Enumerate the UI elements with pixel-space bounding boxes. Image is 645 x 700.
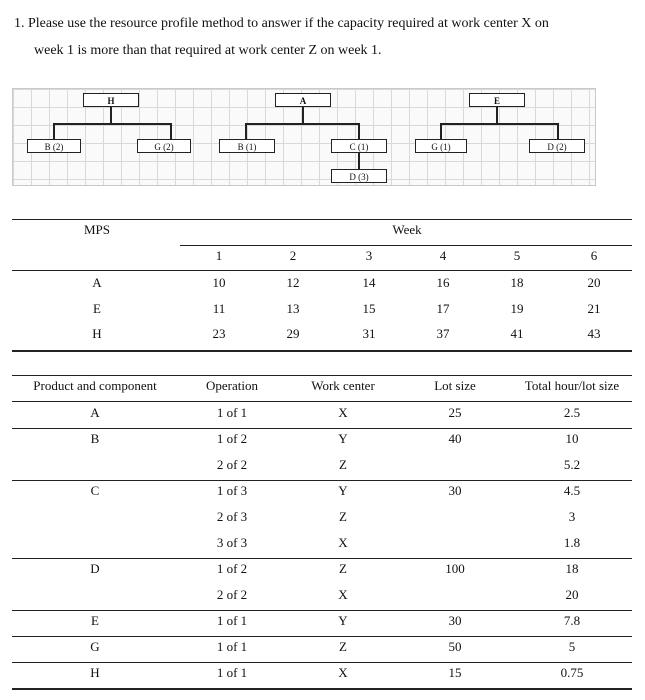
lot-size-cell: 30 [448,483,462,498]
table-rule [12,270,632,271]
mps-value: 37 [436,326,450,341]
product-cell: H [90,665,100,680]
lot-size-cell: 30 [448,613,462,628]
table-rule [12,688,632,690]
bom-node-e: E [469,93,525,107]
operation-cell: 1 of 1 [216,405,248,420]
mps-value: 20 [587,275,601,290]
product-cell: A [90,405,100,420]
bom-node-d-under-e: D (2) [529,139,585,153]
work-center-cell: Z [339,561,347,576]
product-cell: E [91,613,99,628]
week-header: 5 [513,248,521,263]
hours-cell: 10 [565,431,579,446]
work-center-cell: Z [339,509,347,524]
bom-connector [358,153,360,169]
bom-node-h: H [83,93,139,107]
mps-item: A [92,275,102,290]
product-cell: B [90,431,100,446]
work-center-cell: Y [338,613,348,628]
hours-cell: 5 [568,639,576,654]
table-rule [12,401,632,402]
bom-node-a: A [275,93,331,107]
hours-cell: 18 [565,561,579,576]
bom-connector [496,107,498,123]
operation-cell: 1 of 2 [216,561,248,576]
work-center-cell: Y [338,483,348,498]
product-cell: C [90,483,100,498]
mps-value: 16 [436,275,450,290]
mps-title: MPS [83,222,111,237]
table-rule [12,662,632,663]
column-header: Operation [206,378,258,393]
table-rule [12,350,632,352]
bom-connector [358,123,360,139]
bom-connector [440,123,442,139]
lot-size-cell: 40 [448,431,462,446]
hours-cell: 3 [568,509,576,524]
bom-connector [53,123,171,125]
table-rule [12,636,632,637]
table-rule [12,219,632,220]
hours-cell: 20 [565,587,579,602]
lot-size-cell: 25 [448,405,462,420]
table-rule [12,428,632,429]
work-center-cell: Z [339,457,347,472]
mps-value: 10 [212,275,226,290]
table-rule [12,558,632,559]
product-cell: D [90,561,100,576]
operation-cell: 1 of 1 [216,613,248,628]
operation-cell: 1 of 2 [216,431,248,446]
mps-value: 23 [212,326,226,341]
mps-value: 43 [587,326,601,341]
bom-connector [53,123,55,139]
week-header: 1 [215,248,223,263]
bom-connector [245,123,359,125]
mps-value: 21 [587,301,601,316]
question-line-1: 1. Please use the resource profile method to answer if the capacity required at work center X on [14,16,549,31]
table-rule [12,375,632,376]
bom-diagram [12,88,596,186]
column-header: Work center [311,378,375,393]
mps-value: 12 [286,275,300,290]
hours-cell: 5.2 [563,457,581,472]
bom-connector [170,123,172,139]
mps-value: 19 [510,301,524,316]
bom-connector [557,123,559,139]
column-header: Lot size [434,378,476,393]
work-center-cell: X [338,535,348,550]
bom-connector [302,107,304,123]
week-header: 3 [365,248,373,263]
column-header: Product and component [33,378,157,393]
lot-size-cell: 15 [448,665,462,680]
mps-value: 29 [286,326,300,341]
mps-item: H [92,326,102,341]
week-header: 2 [289,248,297,263]
mps-value: 18 [510,275,524,290]
table-rule [12,480,632,481]
column-header: Total hour/lot size [524,378,620,393]
mps-value: 15 [362,301,376,316]
operation-cell: 2 of 2 [216,457,248,472]
hours-cell: 7.8 [563,613,581,628]
work-center-cell: X [338,665,348,680]
operation-cell: 1 of 1 [216,639,248,654]
bom-node-b-under-h: B (2) [27,139,81,153]
table-rule [180,245,632,246]
work-center-cell: X [338,405,348,420]
hours-cell: 1.8 [563,535,581,550]
operation-cell: 1 of 3 [216,483,248,498]
bom-node-b-under-a: B (1) [219,139,275,153]
work-center-cell: Y [338,431,348,446]
bom-connector [440,123,558,125]
mps-item: E [93,301,101,316]
bom-connector [245,123,247,139]
mps-value: 11 [212,301,226,316]
mps-value: 41 [510,326,524,341]
operation-cell: 1 of 1 [216,665,248,680]
work-center-cell: X [338,587,348,602]
mps-week-label: Week [392,222,422,237]
bom-node-d-under-c: D (3) [331,169,387,183]
mps-value: 17 [436,301,450,316]
bom-node-g-under-e: G (1) [415,139,467,153]
lot-size-cell: 100 [445,561,465,576]
week-header: 6 [590,248,598,263]
mps-value: 14 [362,275,376,290]
table-rule [12,610,632,611]
question-text [14,10,634,64]
operation-cell: 2 of 3 [216,509,248,524]
question-line-2: week 1 is more than that required at work center Z on week 1. [34,43,382,58]
operation-cell: 2 of 2 [216,587,248,602]
bom-node-c-under-a: C (1) [331,139,387,153]
mps-value: 31 [362,326,376,341]
bom-connector [110,107,112,123]
operation-cell: 3 of 3 [216,535,248,550]
hours-cell: 2.5 [563,405,581,420]
week-header: 4 [439,248,447,263]
mps-value: 13 [286,301,300,316]
hours-cell: 4.5 [563,483,581,498]
work-center-cell: Z [339,639,347,654]
lot-size-cell: 50 [448,639,462,654]
product-cell: G [90,639,100,654]
hours-cell: 0.75 [560,665,584,680]
bom-node-g-under-h: G (2) [137,139,191,153]
